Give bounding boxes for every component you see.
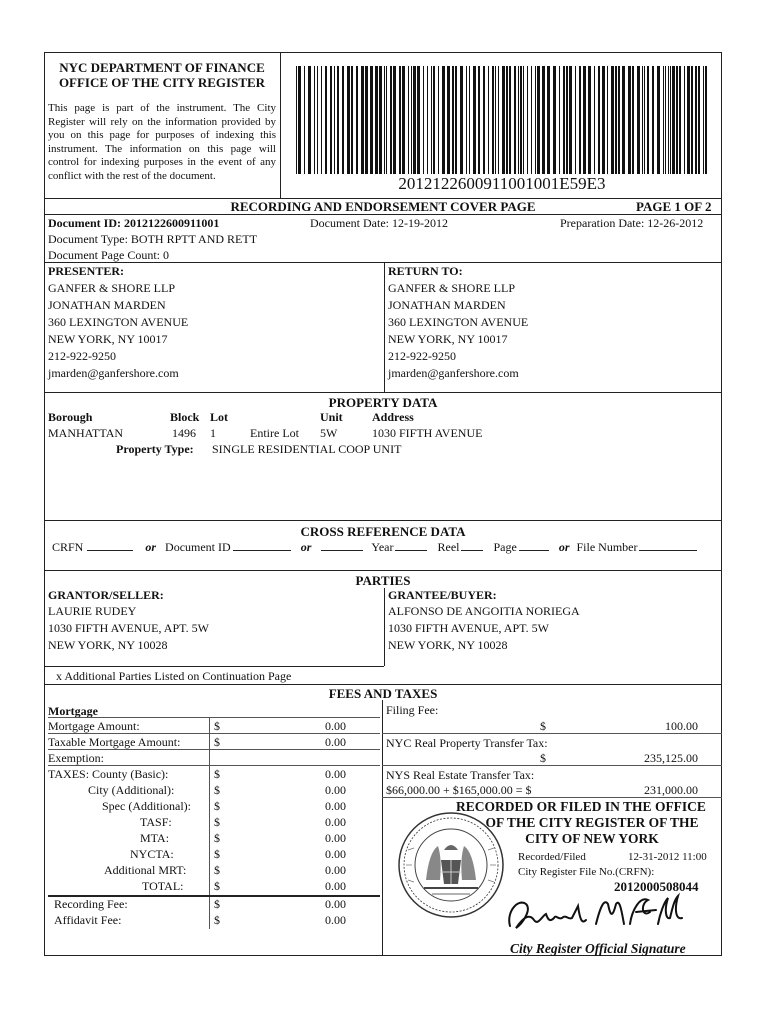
filing-fee-label: Filing Fee: [386,703,439,717]
col-borough: Borough [48,410,93,424]
nyc-rptt-value: 235,125.00 [644,751,698,765]
barcode-bar [553,66,556,174]
fee-value: 0.00 [325,847,346,861]
recorded-filed-value: 12-31-2012 11:00 [628,851,707,863]
barcode-bar [375,66,378,174]
presenter-line: NEW YORK, NY 10017 [48,332,168,346]
barcode-bar [502,66,505,174]
fee-label: Affidavit Fee: [54,913,122,927]
barcode-bar [537,66,540,174]
fees-total-rule [48,895,380,897]
barcode-bar [676,66,678,174]
grantee-line: ALFONSO DE ANGOITIA NORIEGA [388,604,580,618]
barcode-bar [569,66,572,174]
fees-row-rule [48,749,380,750]
dept-line1: NYC DEPARTMENT OF FINANCE [59,60,265,75]
barcode-bar [337,66,339,174]
barcode-bar [317,66,318,174]
block-value: 1496 [172,426,196,440]
fee-label: City (Additional): [88,783,175,797]
fee-dollar: $ [214,913,220,927]
return-to-line: 212-922-9250 [388,349,456,363]
barcode-bar [492,66,494,174]
barcode-number: 2012122600911001001E59E3 [398,174,606,193]
crfn-label: CRFN [52,540,84,554]
barcode-bar [670,66,671,174]
or-label: or [145,540,157,554]
barcode-bar [356,66,358,174]
fee-value: 0.00 [325,879,346,893]
barcode-bar [390,66,392,174]
barcode-bar [386,66,387,174]
cross-ref-title: CROSS REFERENCE DATA [300,524,466,539]
fee-label: Spec (Additional): [102,799,191,813]
barcode-bar [413,66,416,174]
recorded-line3: CITY OF NEW YORK [525,831,659,846]
barcode-bar [527,66,528,174]
barcode-bar [498,66,499,174]
fee-dollar: $ [214,863,220,877]
barcode-bar [325,66,327,174]
fee-dollar: $ [214,799,220,813]
barcode-bar [379,66,382,174]
return-to-line: NEW YORK, NY 10017 [388,332,508,346]
cover-title: RECORDING AND ENDORSEMENT COVER PAGE [230,199,536,214]
fees-divider [382,700,383,956]
barcode-bar [447,66,450,174]
grantor-heading: GRANTOR/SELLER: [48,588,164,602]
barcode-bar [399,66,401,174]
crfn-value: 2012000508044 [614,879,699,894]
grantor-line: LAURIE RUDEY [48,604,137,618]
barcode-bar [483,66,485,174]
presenter-line: GANFER & SHORE LLP [48,281,176,295]
dept-line2: OFFICE OF THE CITY REGISTER [58,75,266,90]
barcode-bar [579,66,581,174]
barcode-bar [607,66,608,174]
fee-value: 0.00 [325,767,346,781]
barcode-bar [488,66,489,174]
presenter-line: JONATHAN MARDEN [48,298,166,312]
fees-row-rule [48,765,380,766]
barcode-bar [466,66,467,174]
barcode-bar [703,66,704,174]
mortgage-heading: Mortgage [48,704,98,718]
nyc-rptt-label: NYC Real Property Transfer Tax: [386,736,548,750]
fee-label: Recording Fee: [54,897,128,911]
fee-dollar: $ [214,847,220,861]
grantee-line: NEW YORK, NY 10028 [388,638,508,652]
barcode-bar [296,66,297,174]
fee-value: 0.00 [325,735,346,749]
barcode-bar [330,66,332,174]
fee-value: 0.00 [325,799,346,813]
barcode-bar [509,66,511,174]
rule [44,684,722,685]
barcode-bar [566,66,568,174]
barcode-bar [514,66,516,174]
barcode-bar [298,66,301,174]
signature-caption: City Register Official Signature [510,941,686,956]
grantee-line: 1030 FIFTH AVENUE, APT. 5W [388,621,549,635]
barcode-bar [698,66,700,174]
fee-label: TOTAL: [142,879,184,893]
fee-label: Mortgage Amount: [48,719,140,733]
barcode-bar [408,66,409,174]
barcode-bar [523,66,524,174]
barcode-bar [652,66,654,174]
presenter-heading: PRESENTER: [48,264,125,278]
grantor-line: NEW YORK, NY 10028 [48,638,168,652]
rule [44,570,722,571]
barcode-bar [393,66,396,174]
return-to-line: GANFER & SHORE LLP [388,281,516,295]
barcode-bar [575,66,576,174]
fee-dollar: $ [214,719,220,733]
barcode-bar [423,66,424,174]
barcode-bar [684,66,685,174]
barcode-bar [583,66,586,174]
city-seal-icon [396,810,506,920]
or-label: or [558,540,570,554]
barcode-bar [361,66,364,174]
fee-value: 0.00 [325,831,346,845]
file-number-label: File Number [576,540,638,554]
barcode-bar [469,66,470,174]
parties-title: PARTIES [355,573,411,588]
document-date: Document Date: 12-19-2012 [310,216,448,230]
filing-fee-dollar: $ [540,719,546,733]
signature-graphic [500,890,700,938]
grantor-line: 1030 FIFTH AVENUE, APT. 5W [48,621,209,635]
fee-dollar: $ [214,767,220,781]
barcode-bar [687,66,690,174]
barcode-bar [427,66,428,174]
barcode-graphic [296,66,708,174]
barcode-bar [563,66,565,174]
crfn-label: City Register File No.(CRFN): [518,866,655,878]
barcode-bar [637,66,640,174]
presenter-divider [384,262,385,392]
barcode-bar [304,66,305,174]
nys-rett-value: 231,000.00 [644,783,698,797]
barcode-bar [411,66,412,174]
barcode-bar [679,66,681,174]
fee-label: NYCTA: [130,847,174,861]
fee-label: Additional MRT: [104,863,187,877]
barcode-bar [632,66,634,174]
fee-label: TASF: [140,815,172,829]
barcode-bar [478,66,480,174]
nyc-rptt-dollar: $ [540,751,546,765]
barcode-bar [342,66,344,174]
fee-dollar: $ [214,815,220,829]
col-block: Block [170,410,200,424]
or-label: or [300,540,312,554]
barcode-bar [370,66,373,174]
col-lot: Lot [210,410,228,424]
barcode-bar [334,66,335,174]
document-id: Document ID: 2012122600911001 [48,216,220,230]
barcode-bar [308,66,311,174]
barcode-bar [460,66,463,174]
rule [382,733,722,734]
barcode-bar [705,66,707,174]
return-to-heading: RETURN TO: [388,264,463,278]
doc-id-label: Document ID [165,540,231,554]
return-to-line: JONATHAN MARDEN [388,298,506,312]
barcode-bar [657,66,660,174]
address-value: 1030 FIFTH AVENUE [372,426,483,440]
page-count: Document Page Count: 0 [48,248,169,262]
official-signature [500,890,700,938]
barcode-bar [695,66,697,174]
barcode-bar [438,66,439,174]
barcode-bar [618,66,620,174]
barcode-bar [321,66,322,174]
barcode-bar [535,66,536,174]
barcode-bar [431,66,432,174]
fees-row-rule [48,733,380,734]
filing-fee-value: 100.00 [665,719,698,733]
barcode-bar [665,66,666,174]
barcode-bar [452,66,454,174]
col-unit: Unit [320,410,343,424]
presenter-line: 212-922-9250 [48,349,116,363]
additional-parties-note: x Additional Parties Listed on Continuation Page [56,669,292,683]
recorded-filed-label: Recorded/Filed [518,851,586,863]
barcode-bar [442,66,445,174]
document-type: Document Type: BOTH RPTT AND RETT [48,232,258,246]
fee-dollar: $ [214,879,220,893]
rule [44,666,384,667]
fees-title: FEES AND TAXES [328,686,438,701]
lot-value: 1 [210,426,216,440]
rule [382,797,722,798]
barcode-bar [417,66,420,174]
col-address: Address [372,410,414,424]
fee-value: 0.00 [325,719,346,733]
barcode-bar [628,66,631,174]
fee-value: 0.00 [325,815,346,829]
unit-value: 5W [320,426,338,440]
barcode-bar [691,66,693,174]
fee-value: 0.00 [325,863,346,877]
reel-label: Reel [437,540,460,554]
city-seal [396,810,506,920]
rule [382,765,722,766]
barcode-bar [668,66,669,174]
barcode-bar [384,66,385,174]
barcode-bar [611,66,614,174]
barcode-bar [559,66,560,174]
fee-dollar: $ [214,783,220,797]
barcode-bar [647,66,649,174]
barcode-bar [588,66,591,174]
page-indicator: PAGE 1 OF 2 [636,199,712,214]
fee-value: 0.00 [325,783,346,797]
preparation-date: Preparation Date: 12-26-2012 [560,216,704,230]
fee-dollar: $ [214,897,220,911]
fee-label: Exemption: [48,751,104,765]
return-to-line: jmarden@ganfershore.com [388,366,519,380]
rule [44,520,722,521]
page-label: Page [493,540,517,554]
fee-value: 0.00 [325,913,346,927]
barcode-bar [351,66,353,174]
rule [44,392,722,393]
barcode-bar [518,66,519,174]
barcode-bar [622,66,625,174]
barcode-bar [644,66,645,174]
parties-divider [384,588,385,666]
barcode-bar [473,66,476,174]
barcode-bar [594,66,595,174]
presenter-line: 360 LEXINGTON AVENUE [48,315,189,329]
barcode [296,66,708,174]
fee-label: MTA: [140,831,170,845]
nys-rett-label: NYS Real Estate Transfer Tax: [386,768,535,782]
header-divider [280,52,281,198]
recorded-line1: RECORDED OR FILED IN THE OFFICE [456,799,706,814]
return-to-line: 360 LEXINGTON AVENUE [388,315,529,329]
fees-row-rule [48,717,380,718]
lot-note: Entire Lot [250,426,299,440]
grantee-heading: GRANTEE/BUYER: [388,588,497,602]
recorded-line2: OF THE CITY REGISTER OF THE [485,815,699,830]
barcode-bar [495,66,496,174]
barcode-bar [531,66,532,174]
barcode-bar [314,66,315,174]
borough-value: MANHATTAN [48,426,124,440]
fee-label: TAXES: County (Basic): [48,767,169,781]
property-type-label: Property Type: [116,442,194,456]
barcode-bar [672,66,675,174]
barcode-bar [402,66,405,174]
nys-rett-calc: $66,000.00 + $165,000.00 = $ [386,783,532,797]
barcode-bar [547,66,550,174]
property-type-value: SINGLE RESIDENTIAL COOP UNIT [212,442,402,456]
fee-label: Taxable Mortgage Amount: [48,735,181,749]
fee-dollar: $ [214,831,220,845]
fee-value: 0.00 [325,897,346,911]
barcode-bar [347,66,350,174]
header-notice: This page is part of the instrument. The City Register will rely on the information provided by you on this page for purposes of indexing this instrument. The information on this page will control for indexing purposes in the event of any conflict with the rest of the document. [48,102,276,182]
barcode-bar [642,66,643,174]
barcode-bar [520,66,522,174]
cross-ref-line [52,539,697,555]
fee-dollar: $ [214,735,220,749]
barcode-bar [506,66,508,174]
barcode-bar [542,66,545,174]
barcode-bar [455,66,457,174]
barcode-bar [365,66,368,174]
barcode-bar [602,66,605,174]
year-label: Year [371,540,394,554]
barcode-bar [663,66,664,174]
presenter-line: jmarden@ganfershore.com [48,366,179,380]
barcode-bar [598,66,600,174]
property-title: PROPERTY DATA [328,395,438,410]
barcode-bar [615,66,617,174]
barcode-bar [433,66,435,174]
